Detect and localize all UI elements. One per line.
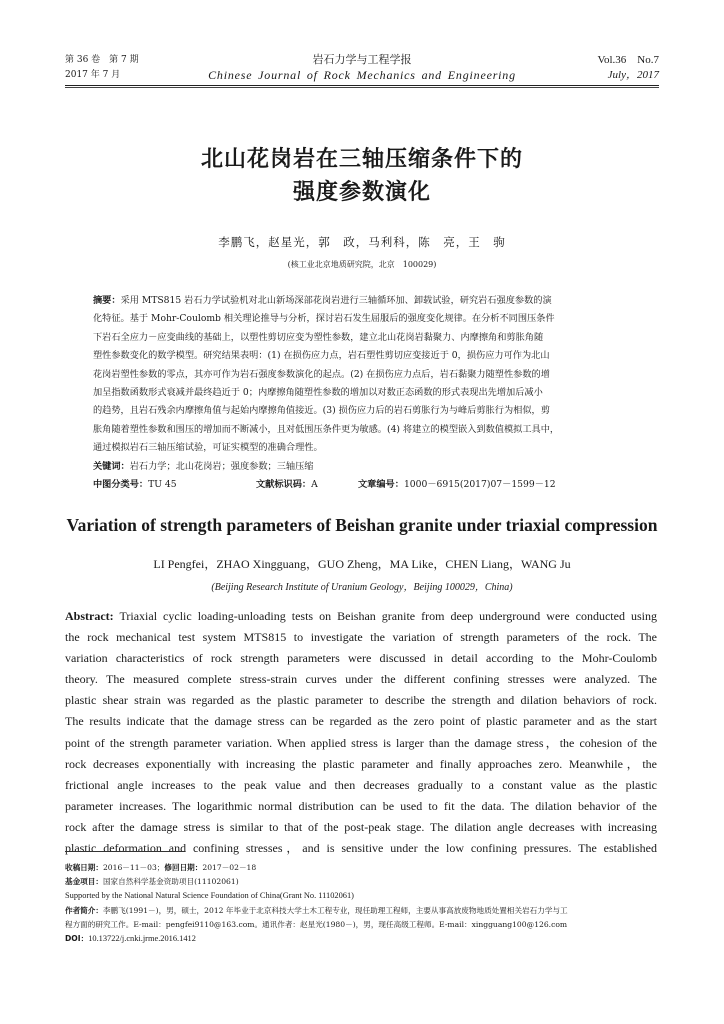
abstract-en-line: plastic shear strain was regarded as the plastic parameter to describe the strength and dilation behaviors of rock. [65, 693, 657, 708]
abstract-cn-line: 胀角随着塑性参数和围压的增加而不断减小，且对低围压条件更为敏感。(4) 将建立的模型嵌入到数值模拟工具中， [93, 423, 560, 435]
abstract-cn-line: 摘要：采用 MTS815 岩石力学试验机对北山新场深部花岗岩进行三轴循环加、卸载试验，研究岩石强度参数的演 [93, 295, 552, 306]
abstract-cn-label: 摘要： [93, 295, 121, 306]
volume-issue-en: Vol.36 No.7 [597, 54, 659, 66]
abstract-en-line: The results indicate that the damage stress can be regarded as the zero point of plastic parameter and as the start [65, 714, 657, 729]
footnote-fund-en: Supported by the National Natural Science Foundation of China(Grant No. 11102061) [65, 891, 354, 901]
footnote-dates: 收稿日期：2016－11－03；修回日期：2017－02－18 [65, 863, 257, 872]
document-code: 文献标识码：A [256, 479, 318, 490]
abstract-en-line: parameter increases. The logarithmic normal distribution can be used to fit the data. The dilation behavior of the [65, 798, 657, 813]
volume-issue-cn: 第 36 卷 第 7 期 [65, 55, 139, 65]
abstract-en-line: theory. The measured complete stress-strain curves under the different confining stresses were analyzed. The [65, 672, 657, 687]
journal-name-cn: 岩石力学与工程学报 [312, 53, 412, 66]
keywords-cn: 关键词：岩石力学；北山花岗岩；强度参数；三轴压缩 [93, 460, 314, 472]
footnote-rule [65, 851, 185, 852]
title-en: Variation of strength parameters of Beishan granite under triaxial compression [66, 515, 658, 535]
journal-name-en: Chinese Journal of Rock Mechanics and Engineering [208, 68, 516, 82]
abstract-en-line: point of the strength parameter variation. When applied stress is larger than the damage stress，the cohesion of the [65, 735, 657, 750]
authors-cn: 李鹏飞，赵星光，郭 政，马利科，陈 亮，王 驹 [218, 235, 506, 249]
abstract-en-line: rock after the damage stress is similar to that of the post-peak stage. The dilation angle decreases with increasing [65, 819, 657, 834]
abstract-cn-line: 化特征。基于 Mohr-Coulomb 相关理论推导与分析，探讨岩石发生屈服后的强度变化规律。在分析不同围压条件 [93, 313, 555, 325]
abstract-cn [93, 292, 633, 476]
footnote-fund: 基金项目：国家自然科学基金资助项目(11102061) [65, 877, 239, 887]
abstract-cn-line: 下岩石全应力－应变曲线的基础上，以塑性剪切应变为塑性参数，建立北山花岗岩黏聚力、内摩擦角和剪胀角随 [93, 331, 544, 343]
affiliation-en: (Beijing Research Institute of Uranium Geology，Beijing 100029，China) [211, 582, 513, 593]
abstract-en-line: the rock mechanical test system MTS815 to investigate the variation of strength parameters of the rock. The [65, 630, 657, 645]
title-cn-line-1: 北山花岗岩在三轴压缩条件下的 [200, 147, 523, 172]
abstract-en-line: variation characteristics of rock strength parameters were discussed in detail according to the Mohr-Coulomb [65, 651, 657, 666]
header-rule-thin [65, 87, 659, 88]
keywords-cn-label: 关键词： [93, 460, 130, 472]
abstract-en-line: rock decreases exponentially with increasing the plastic parameter and finally approaches zero. Meanwhile，the [65, 756, 657, 771]
clc-number: 中图分类号：TU 45 [93, 479, 177, 490]
abstract-en-line: frictional angle increases to the peak value and then decreases gradually to a constant value as the plastic [65, 777, 657, 792]
footnote-doi: DOI：10.13722/j.cnki.jrme.2016.1412 [65, 934, 196, 944]
abstract-en-line: plastic deformation and confining stresses，and is sensitive under the low confining pressures. The established [65, 841, 657, 856]
abstract-cn-line: 塑性参数变化的数学模型。研究结果表明：(1) 在损伤应力点，岩石塑性剪切应变接近于 0，损伤应力可作为北山 [93, 350, 550, 362]
title-cn-line-2: 强度参数演化 [292, 180, 431, 205]
abstract-cn-line: 花岗岩塑性参数的零点，其亦可作为岩石强度参数演化的起点。(2) 在损伤应力点后，岩石黏聚力随塑性参数的增 [93, 368, 550, 380]
header-rule [65, 85, 659, 86]
abstract-cn-line: 的趋势，且岩石残余内摩擦角值与起始内摩擦角值接近。(3) 损伤应力后的岩石剪胀行为与峰后剪胀行为相似，剪 [93, 405, 550, 417]
affiliation-cn: (核工业北京地质研究院，北京 100029) [287, 260, 437, 269]
footnotes [65, 861, 665, 946]
footnote-author-cont: 程方面的研究工作。E-mail：pengfei9110@163.com。通讯作者：赵星光(1980－)，男，现任高级工程师。E-mail：xingguang100@126.com [65, 919, 568, 929]
authors-en: LI Pengfei，ZHAO Xingguang，GUO Zheng，MA Like，CHEN Liang，WANG Ju [153, 557, 571, 571]
abstract-en [65, 606, 657, 859]
article-number: 文章编号：1000－6915(2017)07－1599－12 [358, 479, 556, 490]
abstract-cn-line: 通过模拟岩石三轴压缩试验，可证实模型的准确合理性。 [93, 442, 323, 454]
footnote-author: 作者简介：李鹏飞(1991－)，男，硕士，2012 年毕业于北京科技大学土木工程专业，现任助理工程师，主要从事高放废物地质处置相关岩石力学与工 [65, 905, 568, 915]
date-en: July，2017 [607, 69, 659, 81]
abstract-en-line: Abstract: Triaxial cyclic loading-unloading tests on Beishan granite from deep underground were conducted using [65, 609, 657, 623]
date-cn: 2017 年 7 月 [65, 70, 121, 80]
abstract-en-label: Abstract: [65, 609, 114, 623]
abstract-cn-line: 加呈指数函数形式衰减并最终趋近于 0；内摩擦角随塑性参数的增加以对数正态函数的形式表现出先增加后减小 [93, 386, 543, 398]
